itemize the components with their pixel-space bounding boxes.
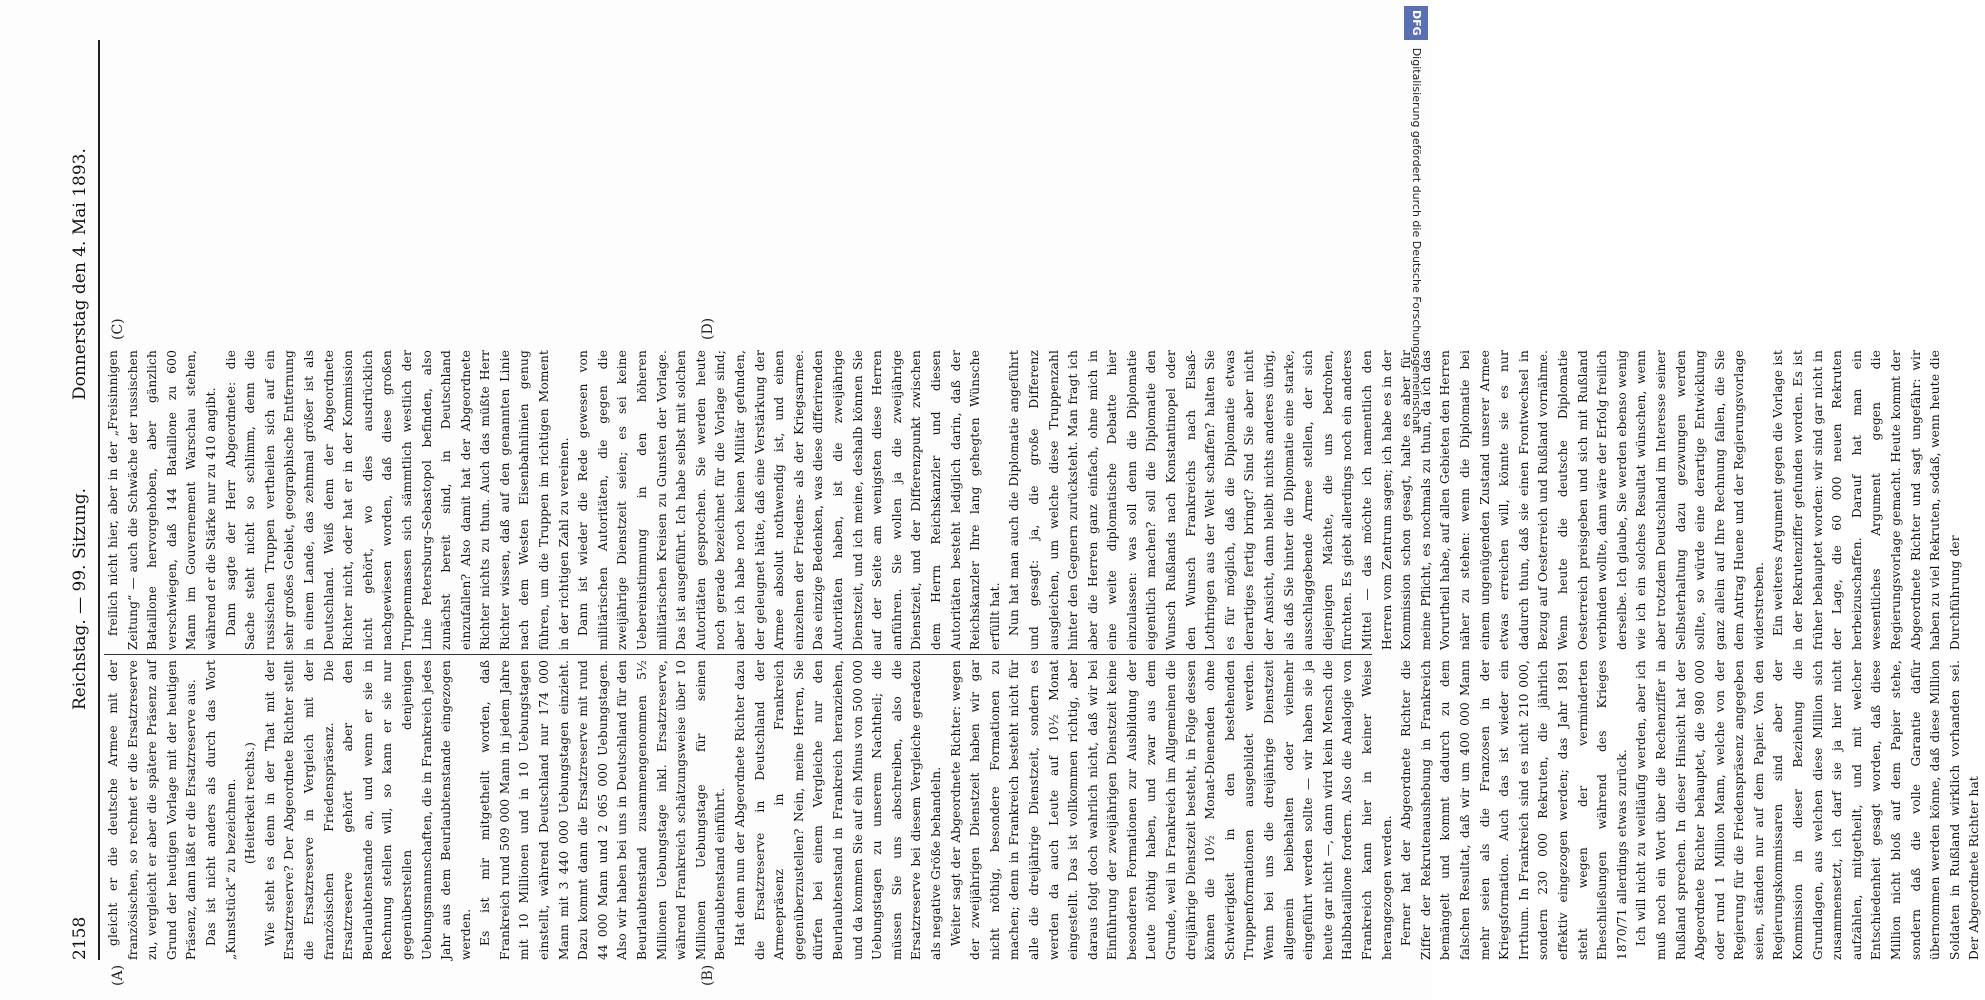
margin-mark-b: (B) — [700, 964, 716, 986]
text-column-right — [104, 350, 1962, 650]
credit-text: Digitalisierung gefördert durch die Deutsche Forschungsgemeinschaft — [1410, 47, 1423, 434]
margin-mark-a: (A) — [110, 964, 126, 986]
paragraph: freilich nicht hier, aber in der „Freisinnigen Zeitung“ — auch die Schwäche der russischen Bataillone hervorgehoben, aber gänzlich verschwiegen, daß 144 Bataillone zu 600 Mann im Gouvernement Warschau stehen, während er die Stärke nur zu 410 angibt. — [106, 350, 218, 650]
paragraph: Es ist mir mitgetheilt worden, daß Frankreich rund 509 000 Mann in jedem Jahre mit 10 Millionen und in 10 Uebungstagen einstellt, während Deutschland nur 174 000 Mann mit 3 440 000 Uebungstagen einzieht. Dazu kommt dann die Ersatzreserve mit rund 44 000 Mann und 2 065 000 Uebungstagen. Also wir haben bei uns in Deutschland für den Beurlaubtenstand zusammengenommen 5½ Millionen Uebungstage inkl. Ersatzreserve, während Frankreich schätzungsweise über 10 Millionen Uebungstage für seinen Beurlaubtenstand einführt. — [478, 660, 728, 960]
paragraph: (Heiterkeit rechts.) — [243, 741, 258, 865]
session-date: Donnerstag den 4. Mai 1893. — [70, 148, 90, 400]
paragraph: gleicht er die deutsche Armee mit der französischen, so rechnet er die Ersatzreserve zu, vergleicht er aber die spätere Präsenz auf Grund der heutigen Vorlage mit der heutigen Präsenz, dann läßt er die Ersatzreserve aus. — [106, 660, 199, 960]
paragraph: Ferner hat der Abgeordnete Richter die Ziffer der Rekrutenaushebung in Frankreich bemängelt und kommt dadurch zu dem falschen Resultat, daß wir um 400 000 Mann mehr seien als die Franzosen in der Kriegsformation. Auch das ist wieder ein Irrthum. In Frankreich sind es nicht 210 000, sondern 230 000 Rekruten, die jährlich effektiv eingezogen werden; das Jahr 1891 steht wegen der verminderten Eheschließungen während des Krieges 1870/71 allerdings etwas zurück. — [1399, 660, 1629, 960]
margin-mark-c: (C) — [110, 318, 126, 340]
paragraph: Ich will nicht zu weitläufig werden, aber ich muß noch ein Wort über die Rechenziffer in Rußland sprechen. In dieser Hinsicht hat der Abgeordnete Richter behauptet, die 980 000 oder rund 1 Million Mann, welche von der Regierung für die Friedenspräsenz angegeben seien, ständen nur auf dem Papier. Von den Regierungskommissaren sind aber der Kommission in dieser Beziehung die Grundlagen, aus welchen diese Million sich zusammensetzt, ich darf sie ja hier nicht aufzählen, mitgetheilt, und mit welcher Entschiedenheit gesagt worden, daß diese Million nicht bloß auf dem Papier stehe, sondern daß die volle Garantie dafür übernommen werden könne, daß diese Million Soldaten in Rußland wirklich vorhanden sei. Der Abgeordnete Richter hat — [1634, 660, 1982, 960]
digitization-credit — [1404, 6, 1428, 996]
text-column-left — [104, 660, 1982, 960]
paragraph: Nun hat man auch die Diplomatie angeführt und gesagt: ja, die große Differenz ausgleichen, um welche diese Truppenzahl hinter den Gegnern zurücksteht. Man fragt ich aber die Herren ganz einfach, ohne mich in eine weite diplomatische Debatte hier einzulassen: was soll denn die Diplomatie eigentlich machen? soll die Diplomatie den Wunsch Rußlands nach Konstantinopel oder den Wunsch Frankreichs nach Elsaß-Lothringen aus der Welt schaffen? halten Sie es für möglich, daß die Diplomatie etwas derartiges fertig bringt? Sind Sie aber nicht der Ansicht, dann bleibt nichts anderes übrig, als daß Sie hinter die Diplomatie eine starke, ausschlaggebende Armee stellen, der sich diejenigen Mächte, die uns bedrohen, fürchten. Es giebt allerdings noch ein anderes Mittel — das möchte ich namentlich den Herren vom Zentrum sagen; ich habe es in der Kommission schon gesagt, halte es aber für meine Pflicht, es nochmals zu thun, da ich das Vorurtheil habe, auf allen Gebieten den Herren näher zu stehen: wenn die Diplomatie bei einem ungenügenden Zustand unserer Armee etwas erreichen will, könnte sie es nur dadurch thun, daß sie einen Frontwechsel in Bezug auf Oesterreich und Rußland vornähme. Wenn heute die deutsche Diplomatie Oesterreich preisgeben und sich mit Rußland verbinden wollte, dann wäre der Erfolg freilich derselbe. Ich glaube, Sie werden ebenso wenig wie ich ein solches Resultat wünschen, wenn aber trotzdem Deutschland im Interesse seiner Selbsterhaltung dazu gezwungen werden sollte, so würde eine derartige Entwicklung ganz allein auf Ihre Rechnung fallen, die Sie dem Antrag Huene und der Regierungsvorlage widerstreben. — [1007, 350, 1766, 650]
page-number: 2158 — [70, 916, 90, 960]
paragraph: Weiter sagt der Abgeordnete Richter: wegen der zweijährigen Dienstzeit haben wir gar nicht nöthig, besondere Formationen zu machen; denn in Frankreich besteht nicht für alle die dreijährige Dienstzeit, sondern es werden da auch Leute auf 10½ Monat eingestellt. Das ist vollkommen richtig, aber daraus folgt doch wahrlich nicht, daß wir bei Einführung der zweijährigen Dienstzeit keine besonderen Formationen zur Ausbildung der Leute nöthig haben, und zwar aus dem Grunde, weil in Frankreich im Allgemeinen die dreijährige Dienstzeit besteht, in Folge dessen können die 10½ Monat-Dienenden ohne Schwierigkeit in den bestehenden Truppenformationen ausgebildet werden. Wenn bei uns die dreijährige Dienstzeit allgemein beibehalten oder vielmehr eingeführt werden sollte — wir haben sie ja heute gar nicht —, dann wird kein Mensch die Halbbataillone fordern. Also die Analogie von Frankreich kann hier in keiner Weise herangezogen werden. — [948, 660, 1394, 960]
paragraph: Hat denn nun der Abgeordnete Richter dazu die Ersatzreserve in Deutschland der Armeepräsenz in Frankreich gegenüberzustellen? Nein, meine Herren, Sie dürfen bei einem Vergleiche nur den Beurlaubtenstand in Frankreich heranziehen, und da kommen Sie auf ein Minus von 500 000 Uebungstagen zu unserem Nachtheil; die müssen Sie uns abschreiben, also die Ersatzreserve bei diesem Vergleiche geradezu als negative Größe behandeln. — [733, 660, 943, 960]
header-rule — [98, 40, 100, 960]
margin-mark-d: (D) — [700, 317, 716, 340]
session-title: Reichstag. — 99. Sitzung. — [70, 487, 90, 710]
paragraph: Das ist nicht anders als durch das Wort „Kunststück“ zu bezeichnen. — [203, 660, 238, 960]
paragraph: Ein weiteres Argument gegen die Vorlage ist in der Rekrutenziffer gefunden worden. Es ist früher behauptet worden: wir sind gar nicht in der Lage, die 60 000 neuen Rekruten herbeizuschaffen. Darauf hat man ein wesentliches Argument gegen die Regierungsvorlage gemacht. Heute kommt der Abgeordnete Richter und sagt ungefähr: wir haben zu viel Rekruten, sodaß, wenn heute die Durchführung der — [1771, 350, 1962, 650]
column-rule — [104, 654, 1372, 655]
paragraph: Dann ist wieder die Rede gewesen von militärischen Autoritäten, die gegen die zweijährige Dienstzeit seien; es sei keine Uebereinstimmung in den höheren militärischen Kreisen zu Gunsten der Vorlage. Das ist ausgeführt. Ich habe selbst mit solchen Autoritäten gesprochen. Sie werden heute noch gerade bezeichnet für die Vorlage sind; aber ich habe noch keinen Militär gefunden, der geleugnet hätte, daß eine Verstärkung der Armee absolut nothwendig ist, und einen einzelnen der Friedens- als der Kriegsarmee. Das einzige Bedenken, was diese differirenden Autoritäten haben, ist die zweijährige Dienstzeit, und ich meine, deshalb können Sie auf der Seite am wenigsten diese Herren anführen. Sie wollen ja die zweijährige Dienstzeit, und der Differenzpunkt zwischen dem Herrn Reichskanzler und diesen Autoritäten besteht lediglich darin, daß der Reichskanzler Ihre lang gehegten Wünsche erfüllt hat. — [576, 350, 1002, 650]
credit-text-line — [1404, 6, 1428, 986]
dfg-logo-badge: DFG — [1404, 6, 1428, 40]
paragraph: Dann sagte der Herr Abgeordnete: die Sache steht nicht so schlimm, denn die russischen Truppen vertheilen sich auf ein sehr großes Gebiet, geographische Entfernung in einem Lande, das zehnmal größer ist als Deutschland. Weiß denn der Abgeordnete Richter nicht, oder hat er in der Kommission nicht gehört, wo dies ausdrücklich nachgewiesen worden, daß diese großen Truppenmassen sich sämmtlich westlich der Linie Petersburg–Sebastopol befinden, also zunächst bereit sind, in Deutschland einzufallen? Also damit hat der Abgeordnete Richter nichts zu thun. Auch das müßte Herr Richter wissen, daß auf den genannten Linie nach dem Westen Eisenbahnlinien genug führen, um die Truppen im richtigen Moment in der richtigen Zahl zu vereinen. — [223, 350, 571, 650]
paragraph: Wie steht es denn in der That mit der Ersatzreserve? Der Abgeordnete Richter stellt die Ersatzreserve in Vergleich mit der französischen Friedenspräsenz. Die Ersatzreserve gehört aber den Beurlaubtenstande an, und wenn er sie in Rechnung stellen will, so kann er sie nur gegenüberstellen denjenigen Uebungsmannschaften, die in Frankreich jedes Jahr aus dem Beurlaubtenstande eingezogen werden. — [262, 660, 473, 960]
running-header — [62, 40, 98, 960]
